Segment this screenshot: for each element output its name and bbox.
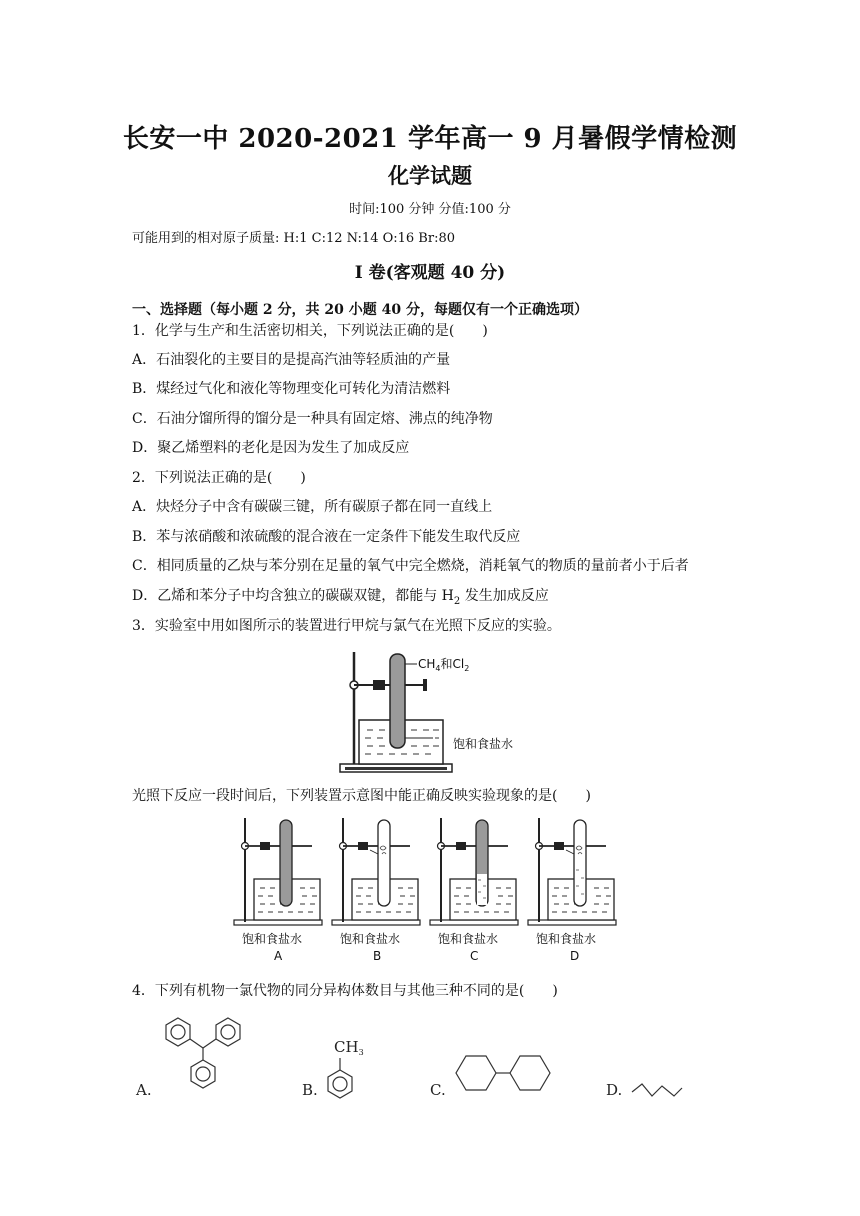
- q1-option-b: B．煤经过气化和液化等物理变化可转化为清洁燃料: [132, 381, 451, 397]
- q4-methyl-label: $CH_3$: [334, 1038, 364, 1057]
- q2-option-b: B．苯与浓硝酸和浓硫酸的混合液在一定条件下能发生取代反应: [132, 529, 521, 545]
- q3-option-c-figure: [430, 818, 518, 925]
- q1-option-d: D．聚乙烯塑料的老化是因为发生了加成反应: [132, 440, 410, 456]
- q4-option-c-label: C.: [430, 1081, 446, 1099]
- q4-option-b-label: B.: [302, 1081, 318, 1099]
- q1-option-a: A．石油裂化的主要目的是提高汽油等轻质油的产量: [132, 352, 451, 368]
- section-heading: 一、选择题（每小题 2 分，共 20 小题 40 分，每题仅有一个正确选项）: [132, 302, 588, 318]
- q3-stem: 3．实验室中用如图所示的装置进行甲烷与氯气在光照下反应的实验。: [132, 618, 561, 634]
- q3-option-d-figure: [528, 818, 616, 925]
- q3-apparatus-figure: [335, 648, 555, 778]
- q3-option-a-figure: [234, 818, 322, 925]
- q3-option-b-water: 饱和食盐水: [340, 932, 401, 946]
- exam-title: 长安一中 2020-2021 学年高一 9 月暑假学情检测: [122, 124, 738, 154]
- q3-option-c-water: 饱和食盐水: [438, 932, 499, 946]
- q2-d-text-end: 发生加成反应: [460, 588, 549, 604]
- q3-option-b-label: B: [373, 949, 382, 963]
- q4-molecules-figure: [130, 1010, 710, 1110]
- q1-option-c: C．石油分馏所得的馏分是一种具有固定熔、沸点的纯净物: [132, 411, 493, 427]
- q4-option-d-label: D.: [606, 1081, 623, 1099]
- q2-d-sub: 2: [453, 595, 461, 607]
- q3-ask: 光照下反应一段时间后，下列装置示意图中能正确反映实验现象的是( ): [132, 788, 591, 804]
- q1-stem: 1．化学与生产和生活密切相关，下列说法正确的是( ): [132, 323, 488, 339]
- atomic-masses: 可能用到的相对原子质量: H:1 C:12 N:14 O:16 Br:80: [132, 231, 456, 246]
- q4-bicyclohexyl: [456, 1056, 550, 1090]
- volume-heading: I 卷(客观题 40 分): [354, 263, 506, 283]
- q2-d-text: D．乙烯和苯分子中均含独立的碳碳双键，都能与 H: [132, 588, 454, 604]
- q4-toluene: [328, 1058, 352, 1098]
- q3-options-figure: [232, 812, 632, 968]
- q3-option-b-figure: [332, 818, 420, 925]
- q2-option-a: A．炔烃分子中含有碳碳三键，所有碳原子都在同一直线上: [132, 499, 493, 515]
- q4-triphenylmethane: [166, 1018, 240, 1088]
- q2-option-c: C．相同质量的乙炔与苯分别在足量的氧气中完全燃烧，消耗氧气的物质的量前者小于后者: [132, 558, 689, 574]
- q3-option-a-label: A: [274, 949, 283, 963]
- q2-stem: 2．下列说法正确的是( ): [132, 470, 306, 486]
- q3-option-c-label: C: [470, 949, 479, 963]
- q3-option-d-water: 饱和食盐水: [536, 932, 597, 946]
- q3-water-label: 饱和食盐水: [453, 737, 514, 751]
- q3-gas-label: $CH_4$和$Cl_2$: [418, 657, 470, 673]
- q4-option-a-label: A.: [136, 1081, 152, 1099]
- q2-option-d: [132, 587, 549, 611]
- subject-title: 化学试题: [388, 163, 472, 188]
- q3-option-a-water: 饱和食盐水: [242, 932, 303, 946]
- q4-stem: 4．下列有机物一氯代物的同分异构体数目与其他三种不同的是( ): [132, 983, 558, 999]
- q3-option-d-label: D: [570, 949, 580, 963]
- q4-zigzag-chain: [632, 1084, 682, 1096]
- exam-meta: 时间:100 分钟 分值:100 分: [349, 202, 511, 217]
